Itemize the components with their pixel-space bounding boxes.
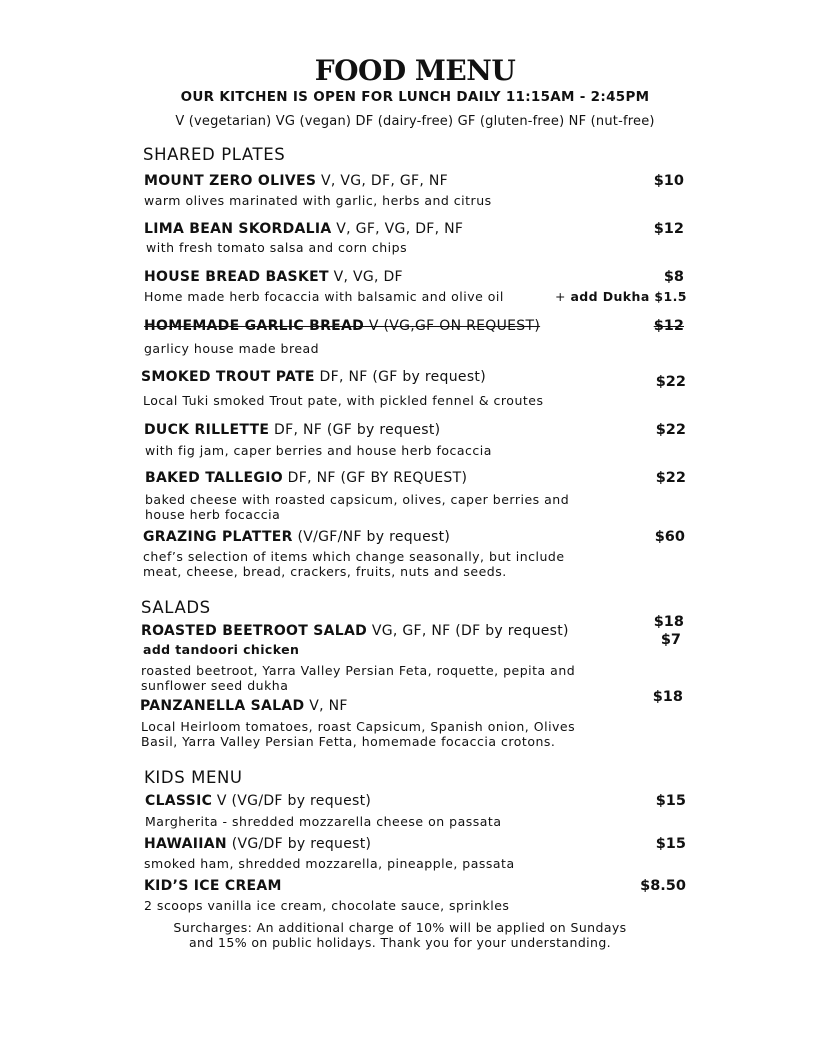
menu-item-name <box>144 173 448 189</box>
item-tags: V (VG/DF by request) <box>212 793 372 809</box>
item-title: HAWAIIAN <box>144 836 227 852</box>
item-tags: DF, NF (GF BY REQUEST) <box>282 470 468 486</box>
item-tags: (VG/DF by request) <box>226 836 372 852</box>
item-price: $8 <box>663 269 684 285</box>
item-title: SMOKED TROUT PATE <box>141 369 315 385</box>
item-description: Local Tuki smoked Trout pate, with pickled fennel & croutes <box>143 393 544 408</box>
item-description-line-2: house herb focaccia <box>145 507 281 522</box>
item-price: $15 <box>655 836 686 852</box>
menu-item-name <box>145 793 371 809</box>
item-description-line-2: Basil, Yarra Valley Persian Fetta, homemade focaccia crotons. <box>141 734 556 749</box>
item-tags: DF, NF (GF by request) <box>269 422 441 438</box>
menu-item-name <box>144 878 282 894</box>
surcharge-note <box>0 920 800 950</box>
menu-item-name-unavailable <box>144 318 540 334</box>
menu-item-name <box>144 422 440 438</box>
addon-price: $7 <box>660 632 681 648</box>
section-heading-shared-plates: SHARED PLATES <box>143 145 286 164</box>
item-description: Margherita - shredded mozzarella cheese on passata <box>145 814 502 829</box>
item-description: garlicy house made bread <box>144 341 320 356</box>
item-description-line-2: meat, cheese, bread, crackers, fruits, nuts and seeds. <box>143 564 507 579</box>
menu-item-name <box>144 836 371 852</box>
item-description: with fig jam, caper berries and house herb focaccia <box>145 443 492 458</box>
item-description: smoked ham, shredded mozzarella, pineapple, passata <box>144 856 515 871</box>
item-price: $22 <box>655 470 686 486</box>
menu-item-name <box>141 623 569 639</box>
addon-label: add Dukha $1.5 <box>570 289 687 304</box>
menu-item-name <box>141 369 486 385</box>
surcharge-line-2: and 15% on public holidays. Thank you for your understanding. <box>188 935 612 950</box>
item-tags: VG, GF, NF (DF by request) <box>367 623 569 639</box>
item-description-line-2: sunflower seed dukha <box>141 678 289 693</box>
item-description: Home made herb focaccia with balsamic and olive oil <box>144 289 504 304</box>
menu-item-name <box>144 269 403 285</box>
item-tags: V, VG, DF <box>328 269 403 285</box>
item-title: HOMEMADE GARLIC BREAD <box>144 318 365 334</box>
section-heading-kids-menu: KIDS MENU <box>144 768 243 787</box>
item-title: ROASTED BEETROOT SALAD <box>141 623 368 639</box>
item-description: warm olives marinated with garlic, herbs and citrus <box>144 193 492 208</box>
item-price: $60 <box>654 529 685 545</box>
item-price-unavailable: $12 <box>653 318 684 334</box>
menu-item-name <box>143 529 450 545</box>
item-description-line-1: baked cheese with roasted capsicum, olives, caper berries and <box>145 492 570 507</box>
item-tags: V (VG,GF ON REQUEST) <box>364 318 541 334</box>
item-description-line-1: chef’s selection of items which change seasonally, but include <box>143 549 565 564</box>
item-addon: add tandoori chicken <box>143 642 300 657</box>
item-price: $8.50 <box>640 878 686 894</box>
item-title: HOUSE BREAD BASKET <box>144 269 329 285</box>
item-description: with fresh tomato salsa and corn chips <box>146 240 408 255</box>
item-title: MOUNT ZERO OLIVES <box>144 173 317 189</box>
item-tags: V, NF <box>304 698 348 714</box>
item-price: $18 <box>652 689 683 705</box>
item-title: LIMA BEAN SKORDALIA <box>144 221 332 237</box>
section-heading-salads: SALADS <box>141 598 211 617</box>
item-price: $22 <box>655 374 686 390</box>
item-title: GRAZING PLATTER <box>143 529 293 545</box>
dietary-legend: V (vegetarian) VG (vegan) DF (dairy-free) GF (gluten-free) NF (nut-free) <box>175 114 655 129</box>
surcharge-line-1: Surcharges: An additional charge of 10% will be applied on Sundays <box>173 920 627 935</box>
item-description: 2 scoops vanilla ice cream, chocolate sauce, sprinkles <box>144 898 510 913</box>
item-tags: DF, NF (GF by request) <box>314 369 486 385</box>
item-tags: (V/GF/NF by request) <box>292 529 451 545</box>
item-tags: V, GF, VG, DF, NF <box>331 221 464 237</box>
item-price: $18 <box>653 614 684 630</box>
kitchen-hours: OUR KITCHEN IS OPEN FOR LUNCH DAILY 11:15AM - 2:45PM <box>180 89 650 105</box>
item-description-line-1: roasted beetroot, Yarra Valley Persian Feta, roquette, pepita and <box>141 663 576 678</box>
menu-title: FOOD MENU <box>314 54 516 87</box>
item-price: $12 <box>653 221 684 237</box>
menu-item-name <box>144 221 463 237</box>
item-title: BAKED TALLEGIO <box>145 470 283 486</box>
item-addon <box>555 289 687 304</box>
item-title: KID’S ICE CREAM <box>144 878 282 894</box>
item-price: $10 <box>653 173 684 189</box>
item-title: CLASSIC <box>145 793 213 809</box>
addon-prefix: + <box>555 289 571 304</box>
item-title: PANZANELLA SALAD <box>140 698 305 714</box>
menu-item-name <box>140 698 348 714</box>
item-title: DUCK RILLETTE <box>144 422 270 438</box>
menu-item-name <box>145 470 467 486</box>
item-description-line-1: Local Heirloom tomatoes, roast Capsicum, Spanish onion, Olives <box>141 719 576 734</box>
item-price: $15 <box>655 793 686 809</box>
item-tags: V, VG, DF, GF, NF <box>316 173 448 189</box>
item-price: $22 <box>655 422 686 438</box>
